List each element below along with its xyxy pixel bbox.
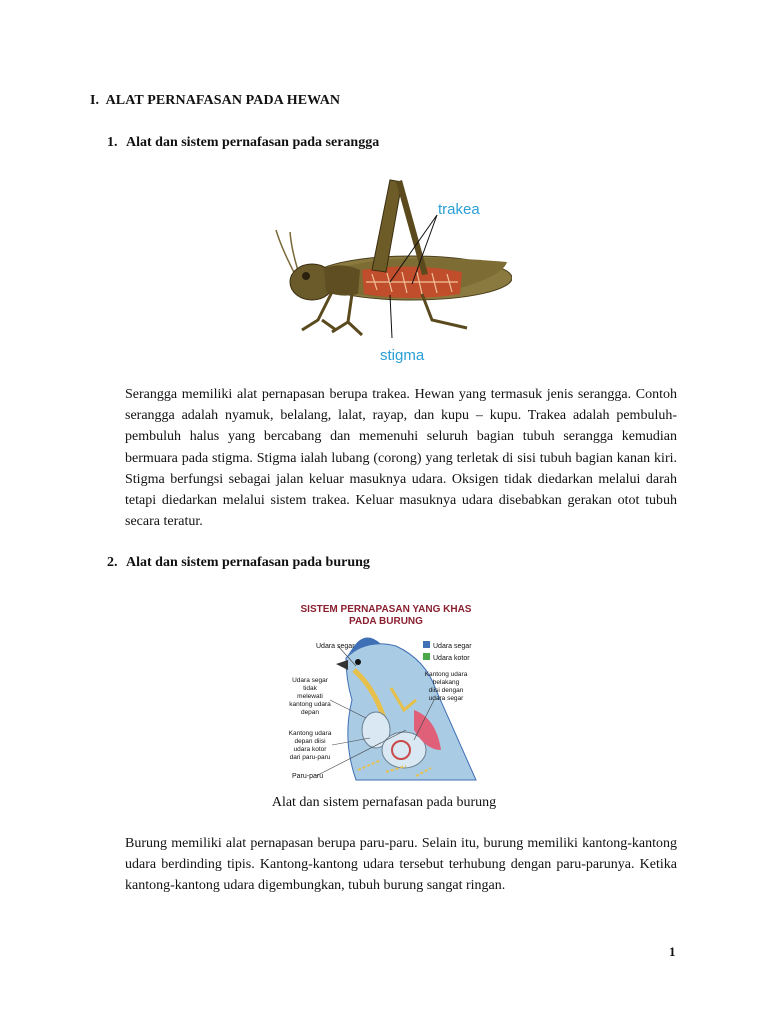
- section-2-heading: [107, 555, 370, 571]
- grasshopper-thorax: [324, 265, 360, 295]
- main-heading-title: ALAT PERNAFASAN PADA HEWAN: [105, 93, 341, 108]
- rear-sac-line: belakang: [432, 679, 460, 686]
- section-1-title: Alat dan sistem pernafasan pada serangga: [126, 135, 380, 150]
- paru-label: Paru-paru: [292, 773, 324, 780]
- legend-label-kotor: Udara kotor: [433, 655, 470, 662]
- bird-figure-title-line2: PADA BURUNG: [349, 616, 423, 627]
- legend-swatch-kotor: [423, 653, 430, 660]
- bird-figure-caption: Alat dan sistem pernafasan pada burung: [271, 795, 497, 810]
- grasshopper-illustration: [262, 170, 512, 370]
- bird-paragraph: Burung memiliki alat pernapasan berupa paru-paru. Selain itu, burung memiliki kantong-kantong udara berdinding tipis. Kantong-kantong udara tersebut terhubung dengan paru-parunya. Ketika kantong-kantong udara digembungkan, tubuh burung sangat ringan.: [125, 836, 677, 894]
- stigma-label: stigma: [380, 347, 425, 364]
- bird-respiratory-diagram: [286, 600, 486, 790]
- middle-leg: [332, 294, 362, 335]
- front-sac-line: depan: [300, 709, 320, 716]
- page-number: 1: [669, 944, 676, 959]
- bird-beak: [336, 660, 348, 670]
- insect-paragraph: Serangga memiliki alat pernapasan berupa trakea. Hewan yang termasuk jenis serangga. Contoh serangga adalah nyamuk, belalang, lalat, rayap, dan kupu – kupu. Trakea adalah pembuluh-pembuluh halus yang bercabang dan memenuhi seluruh bagian tubuh serangga kemudian bermuara pada stigma. Stigma ialah lubang (corong) yang terletak di sisi tubuh bagian kanan kiri. Stigma berfungsi sebagai jalan keluar masuknya udara. Oksigen tidak diedarkan melalui darah tetapi diedarkan melalui sistem trakea. Keluar masuknya udara disebabkan gerakan otot tubuh secara teratur.: [125, 387, 677, 530]
- rear-sac-note: [425, 671, 468, 702]
- grasshopper-eye: [302, 272, 310, 280]
- bird-figure-title-line1: SISTEM PERNAPASAN YANG KHAS: [300, 604, 472, 615]
- section-2-number: 2.: [107, 555, 118, 570]
- section-1-number: 1.: [107, 135, 118, 150]
- rear-sac-line: diisi dengan: [428, 687, 464, 694]
- bird-figure: [286, 600, 486, 790]
- front-sac-line: Udara segar: [292, 677, 328, 684]
- front-dirty-line: depan diisi: [294, 738, 326, 745]
- stigma-pointer: [390, 295, 392, 338]
- front-sac-line: tidak: [303, 685, 317, 692]
- legend-label-segar: Udara segar: [433, 643, 472, 650]
- front-dirty-line: udara kotor: [293, 746, 327, 753]
- front-dirty-line: Kantong udara: [288, 730, 332, 737]
- main-heading: [90, 93, 340, 109]
- rear-sac-line: Kantong udara: [424, 671, 468, 678]
- section-1-heading: [107, 135, 379, 151]
- front-sac-note: [289, 677, 331, 716]
- rear-sac-line: udara segar: [428, 695, 464, 702]
- main-heading-numeral: I.: [90, 93, 100, 108]
- legend-swatch-segar: [423, 641, 430, 648]
- udara-segar-label: Udara segar: [316, 643, 355, 650]
- front-dirty-note: [289, 730, 332, 761]
- bird-eye: [355, 659, 361, 665]
- trakea-label: trakea: [438, 201, 480, 218]
- front-sac-line: kantong udara: [289, 701, 331, 708]
- grasshopper-figure: [262, 170, 512, 370]
- front-sac-line: melewati: [297, 693, 323, 700]
- section-2-title: Alat dan sistem pernafasan pada burung: [126, 555, 370, 570]
- front-dirty-line: dari paru-paru: [289, 754, 331, 761]
